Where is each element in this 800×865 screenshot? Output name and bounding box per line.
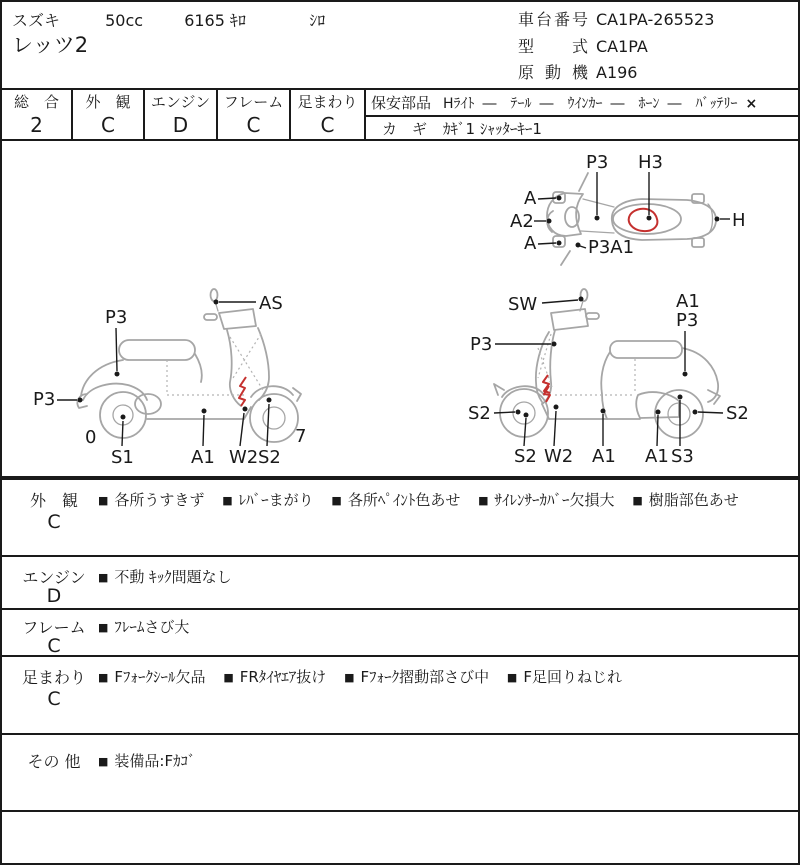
type-label: 型 式 (518, 36, 588, 56)
headlight-status: Hﾗｲﾄ ― (443, 95, 497, 112)
bullet-icon: ■ (506, 671, 518, 684)
safety-parts-row (366, 90, 798, 117)
label-w2: W2 (544, 446, 574, 467)
condition-label: その 他 (27, 752, 81, 771)
grade-label: 外 観 (85, 93, 131, 111)
grade-cell-engine (145, 90, 218, 139)
body-color: ｼﾛ (309, 11, 326, 30)
bullet-icon: ■ (98, 494, 109, 507)
grade-cell-undercarriage (291, 90, 366, 139)
label-a1-rear: A1 (645, 446, 669, 467)
label-s2-front-low: S2 (514, 446, 537, 467)
condition-label: 外 観 (29, 491, 78, 510)
type-row (518, 34, 714, 61)
grade-label: 総 合 (13, 93, 59, 111)
label-a2: A2 (510, 211, 534, 232)
grade-cell-frame (218, 90, 291, 139)
label-a1-mid: A1 (592, 446, 616, 467)
grade-value: C (246, 113, 261, 137)
header-right (518, 7, 714, 87)
grade-value: D (172, 113, 189, 137)
bullet-icon: ■ (344, 671, 355, 684)
empty-footer-row (2, 810, 798, 863)
bullet-icon: ■ (98, 571, 109, 584)
damage-mark-front-cowl (239, 377, 246, 406)
diagram-labels (33, 293, 306, 468)
condition-items: ■ Fﾌｫｰｸｼｰﾙ欠品 ■ FRﾀｲﾔｴｱ抜け ■ Fﾌｫｰｸ摺動部さび中 ■ F足回りねじれ (98, 668, 622, 686)
label-p3-top: P3 (105, 307, 128, 328)
diagram-labels (510, 152, 746, 258)
label-seven: 7 (295, 426, 307, 447)
bullet-icon: ■ (98, 755, 109, 768)
label-s3: S3 (671, 446, 694, 467)
grade-cell-exterior (73, 90, 145, 139)
label-p3a1: P3A1 (588, 237, 635, 258)
key-row (366, 117, 798, 139)
key-value: ｶｷﾞ1 ｼｬｯﾀｰｷｰ1 (443, 119, 542, 138)
condition-label: フレーム (22, 618, 86, 637)
label-s2-rear: S2 (726, 403, 749, 424)
label-h3: H3 (638, 152, 663, 173)
condition-grade: C (47, 635, 61, 657)
label-a1: A1 (191, 447, 215, 468)
label-sw: SW (508, 294, 538, 315)
safety-parts-box (366, 90, 798, 139)
taillight-status: ﾃｰﾙ ― (510, 95, 554, 112)
condition-row-engine (2, 555, 798, 608)
scooter-right-side-diagram (452, 282, 797, 472)
bullet-icon: ■ (478, 494, 489, 507)
condition-row-other (2, 733, 798, 810)
bullet-icon: ■ (98, 621, 109, 634)
bullet-icon: ■ (331, 494, 342, 507)
bullet-icon: ■ (222, 494, 233, 507)
condition-row-undercarriage (2, 655, 798, 733)
label-s2: S2 (258, 447, 281, 468)
mileage: 6165 ｷﾛ (184, 11, 246, 30)
model-name: レッツ2 (12, 33, 89, 57)
winker-status: ｳｲﾝｶｰ ― (567, 95, 625, 112)
grade-value: 2 (30, 113, 43, 137)
condition-label: 足まわり (21, 668, 86, 687)
label-w2: W2 (229, 447, 259, 468)
bullet-icon: ■ (223, 671, 234, 684)
scooter-left-side-diagram (27, 282, 337, 472)
battery-status: ﾊﾞｯﾃﾘｰ × (695, 95, 758, 112)
grade-value: C (320, 113, 335, 137)
label-a-top: A (524, 188, 537, 209)
grade-label: エンジン (150, 93, 211, 111)
label-p3: P3 (470, 334, 493, 355)
label-a1-top: A1 (676, 291, 700, 312)
engine-code-value: A196 (596, 63, 638, 82)
engine-code-row (518, 60, 714, 87)
damage-mark-seat (629, 209, 658, 231)
maker-name: スズキ (12, 11, 61, 30)
safety-parts-label: 保安部品 (371, 94, 432, 112)
label-s2-front: S2 (468, 403, 491, 424)
displacement: 50cc (105, 11, 144, 30)
chassis-number-label: 車台番号 (518, 10, 588, 29)
grade-table (2, 88, 798, 141)
condition-grade: D (46, 585, 62, 607)
damage-diagram-area (2, 141, 798, 478)
damage-mark-front-shield (543, 375, 550, 402)
chassis-number-row (518, 7, 714, 34)
label-zero: 0 (85, 427, 97, 448)
condition-items: ■ 各所うすきず ■ ﾚﾊﾞｰまがり ■ 各所ﾍﾟｲﾝﾄ色あせ ■ ｻｲﾚﾝｻｰｶﾊﾞｰ欠損大 ■ 樹脂部色あせ (98, 491, 739, 509)
scooter-top-view-diagram (502, 147, 798, 267)
key-label: カ ギ (382, 119, 428, 138)
horn-status: ﾎｰﾝ ― (638, 95, 682, 112)
bullet-icon: ■ (632, 494, 643, 507)
condition-grade: C (47, 511, 61, 533)
diagram-labels (468, 291, 749, 467)
label-h: H (732, 210, 746, 231)
condition-items: ■ 装備品:Fｶｺﾞ (98, 752, 196, 770)
grade-label: フレーム (223, 93, 284, 111)
condition-grade: C (47, 688, 61, 710)
condition-label: エンジン (22, 568, 86, 587)
condition-items: ■ ﾌﾚｰﾑさび大 (98, 618, 190, 636)
label-p3: P3 (586, 152, 609, 173)
grade-value: C (101, 113, 115, 137)
label-p3-top: P3 (676, 310, 699, 331)
engine-code-label: 原 動 機 (518, 63, 588, 82)
label-p3-rear: P3 (33, 389, 56, 410)
header-left (12, 8, 325, 31)
condition-row-exterior (2, 478, 798, 555)
grade-label: 足まわり (297, 93, 358, 111)
chassis-number-value: CA1PA-265523 (596, 10, 715, 29)
bullet-icon: ■ (98, 671, 109, 684)
label-s1: S1 (111, 447, 134, 468)
condition-row-frame (2, 608, 798, 655)
condition-items: ■ 不動 ｷｯｸ問題なし (98, 568, 232, 586)
label-a-bottom: A (524, 233, 537, 254)
grade-cell-overall (2, 90, 73, 139)
type-value: CA1PA (596, 36, 648, 56)
label-as: AS (259, 293, 283, 314)
